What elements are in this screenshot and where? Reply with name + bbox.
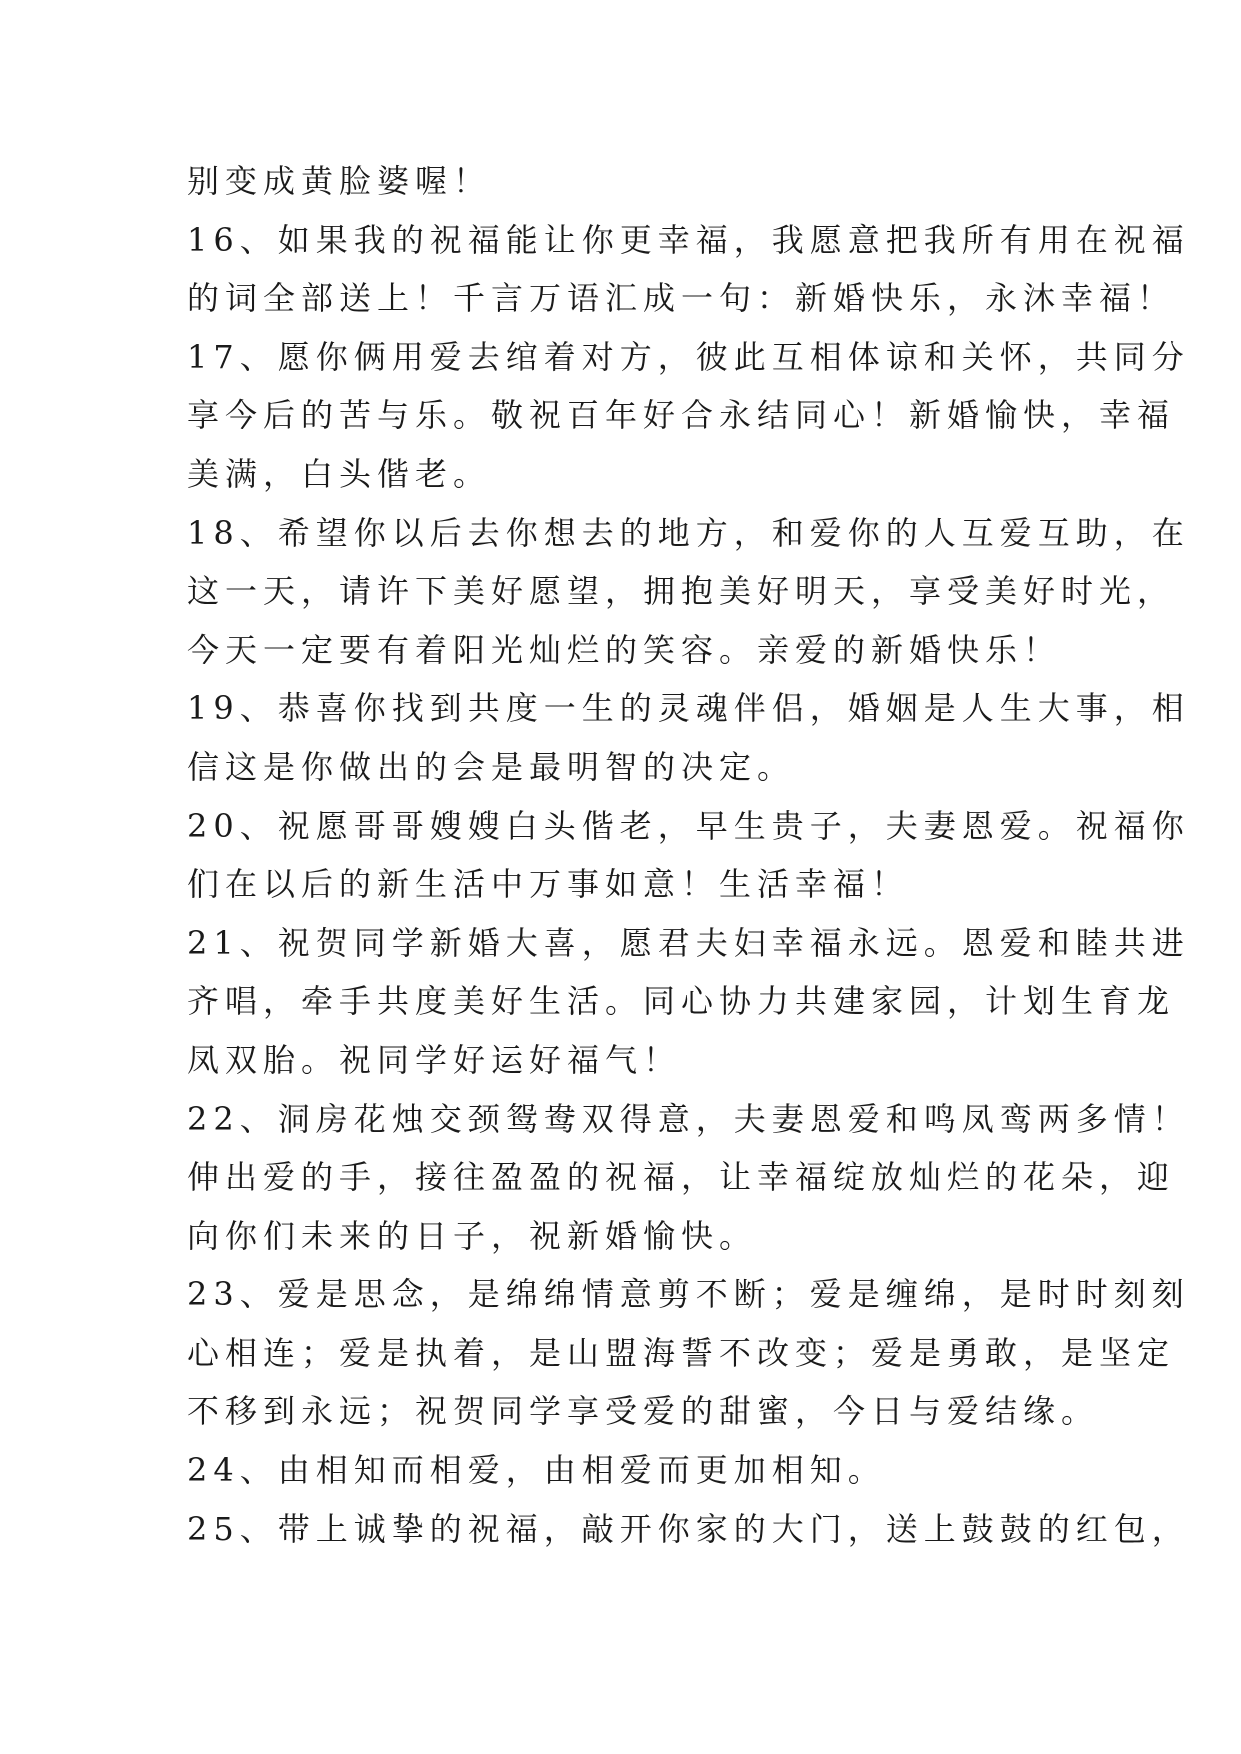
text-line: 22、洞房花烛交颈鸳鸯双得意，夫妻恩爱和鸣凤鸾两多情！ [187,1099,1190,1138]
text-line: 伸出爱的手，接往盈盈的祝福，让幸福绽放灿烂的花朵，迎 [187,1158,1176,1197]
text-line: 齐唱，牵手共度美好生活。同心协力共建家园，计划生育龙 [187,982,1176,1021]
text-line: 的词全部送上！千言万语汇成一句：新婚快乐，永沐幸福！ [187,279,1176,318]
text-line: 20、祝愿哥哥嫂嫂白头偕老，早生贵子，夫妻恩爱。祝福你 [187,806,1190,845]
text-line: 美满，白头偕老。 [187,454,492,493]
text-line: 23、爱是思念，是绵绵情意剪不断；爱是缠绵，是时时刻刻 [187,1275,1190,1314]
body-text [187,152,1190,1558]
text-line: 不移到永远；祝贺同学享受爱的甜蜜，今日与爱结缘。 [187,1392,1100,1431]
text-line: 享今后的苦与乐。敬祝百年好合永结同心！新婚愉快，幸福 [187,396,1176,435]
text-line: 们在以后的新生活中万事如意！生活幸福！ [187,865,910,904]
text-line: 21、祝贺同学新婚大喜，愿君夫妇幸福永远。恩爱和睦共进 [187,923,1190,962]
text-line: 25、带上诚挚的祝福，敲开你家的大门，送上鼓鼓的红包， [187,1509,1190,1548]
text-line: 24、由相知而相爱，由相爱而更加相知。 [187,1451,886,1490]
text-line: 别变成黄脸婆喔！ [187,162,492,200]
text-line: 16、如果我的祝福能让你更幸福，我愿意把我所有用在祝福 [187,220,1190,259]
text-line: 19、恭喜你找到共度一生的灵魂伴侣，婚姻是人生大事，相 [187,689,1190,728]
text-line: 凤双胎。祝同学好运好福气！ [187,1040,682,1079]
text-line: 信这是你做出的会是最明智的决定。 [187,747,796,786]
text-line: 向你们未来的日子，祝新婚愉快。 [187,1216,758,1255]
text-line: 心相连；爱是执着，是山盟海誓不改变；爱是勇敢，是坚定 [187,1333,1176,1372]
text-line: 17、愿你俩用爱去绾着对方，彼此互相体谅和关怀，共同分 [187,337,1190,376]
text-line: 18、希望你以后去你想去的地方，和爱你的人互爱互助，在 [187,513,1190,552]
text-line: 今天一定要有着阳光灿烂的笑容。亲爱的新婚快乐！ [187,630,1062,669]
text-line: 这一天，请许下美好愿望，拥抱美好明天，享受美好时光， [187,572,1176,611]
